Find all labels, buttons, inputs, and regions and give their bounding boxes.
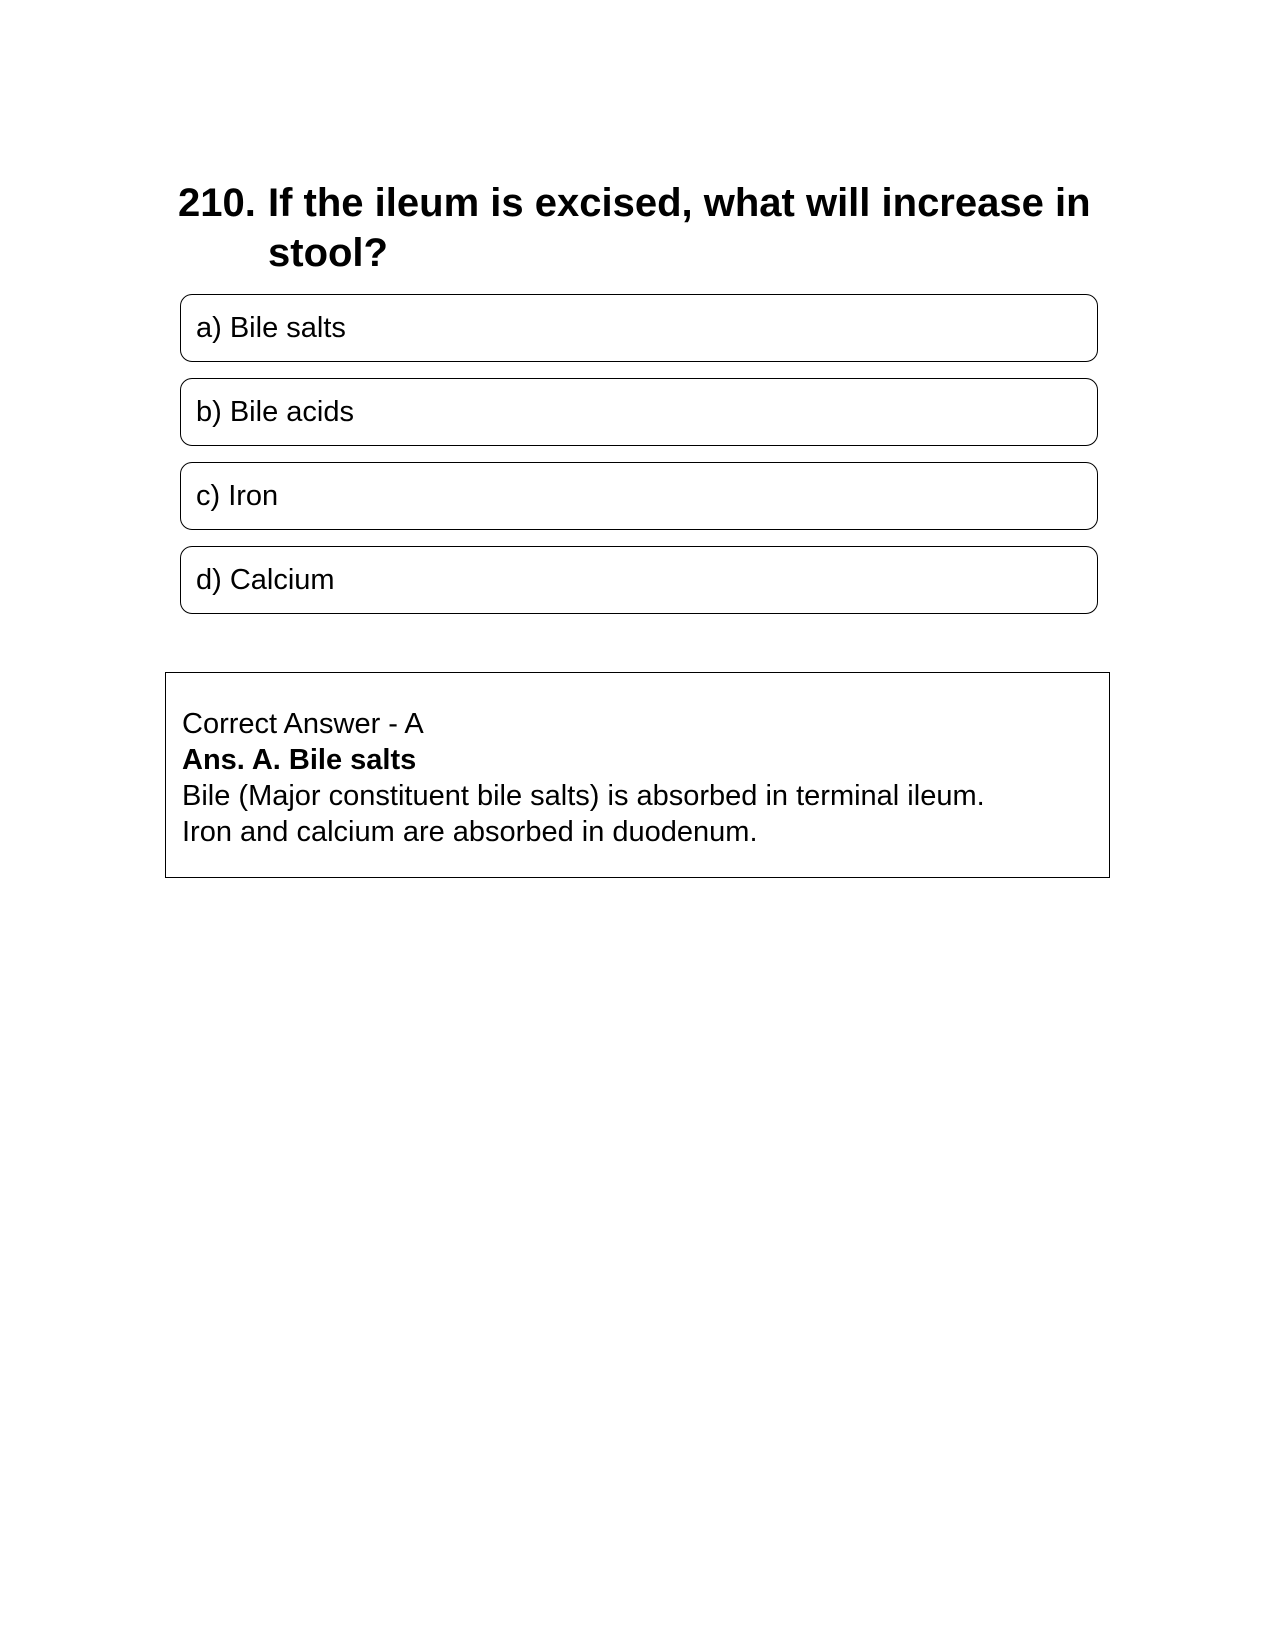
answer-box: [165, 672, 1110, 878]
question-text: If the ileum is excised, what will increase in stool?: [268, 181, 1091, 275]
correct-answer: Correct Answer - A: [182, 708, 424, 740]
option-a[interactable]: a) Bile salts: [180, 294, 1098, 362]
options-list: [180, 294, 1098, 630]
option-c[interactable]: c) Iron: [180, 462, 1098, 530]
answer-heading: Ans. A. Bile salts: [182, 744, 417, 776]
question-heading: [178, 178, 1098, 278]
option-b[interactable]: b) Bile acids: [180, 378, 1098, 446]
question-number: 210.: [178, 181, 256, 225]
explanation-line-1: Bile (Major constituent bile salts) is absorbed in terminal ileum.: [182, 780, 985, 812]
option-d[interactable]: d) Calcium: [180, 546, 1098, 614]
explanation-line-2: Iron and calcium are absorbed in duodenum.: [182, 816, 758, 848]
